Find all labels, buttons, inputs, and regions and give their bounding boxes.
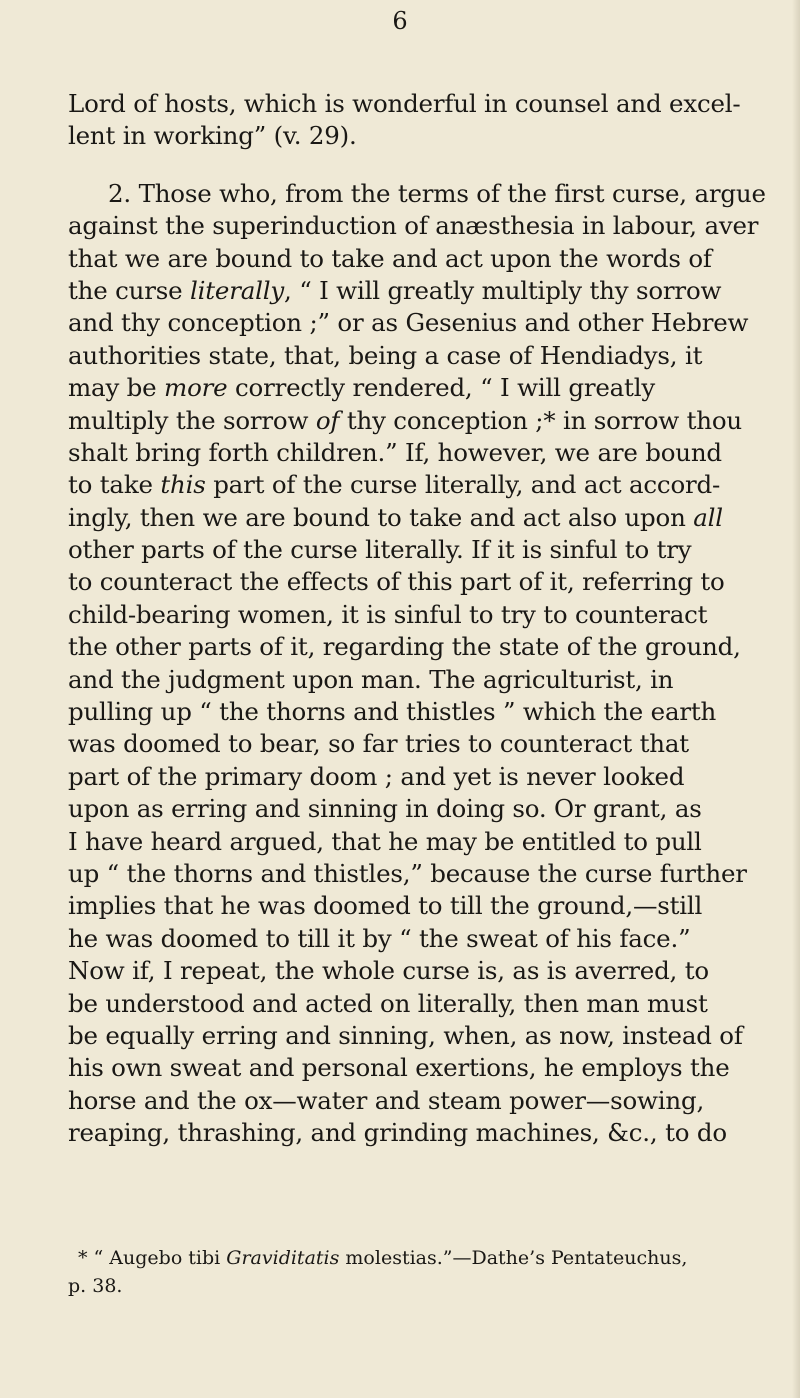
text-segment: be equally erring and sinning, when, as now, instead of (68, 1020, 743, 1050)
paragraph-gap (68, 153, 796, 178)
text-line (68, 1117, 796, 1149)
text-line (68, 534, 796, 566)
text-line (68, 437, 796, 469)
text-segment: pulling up “ the thorns and thistles ” which the earth (68, 697, 717, 727)
text-segment: , “ I will greatly multiply thy sorrow (284, 275, 722, 305)
text-segment: to take (68, 470, 161, 500)
italic-word: this (160, 470, 206, 500)
text-line (68, 988, 796, 1020)
text-segment: child-bearing women, it is sinful to try to counteract (68, 599, 708, 629)
text-line (68, 696, 796, 728)
footnote-continuation: p. 38. (68, 1275, 123, 1297)
text-segment: reaping, thrashing, and grinding machines, &c., to do (68, 1118, 727, 1148)
italic-word: more (164, 373, 228, 403)
text-line (68, 1020, 796, 1052)
text-segment: the curse (68, 275, 190, 305)
text-line (68, 631, 796, 663)
text-segment: to counteract the effects of this part of it, referring to (68, 567, 725, 597)
text-line (68, 178, 796, 210)
text-segment: authorities state, that, being a case of Hendiadys, it (68, 340, 703, 370)
text-segment: he was doomed to till it by “ the sweat of his face.” (68, 923, 691, 953)
text-segment: the other parts of it, regarding the state of the ground, (68, 632, 741, 662)
text-line (68, 275, 796, 307)
text-segment: his own sweat and personal exertions, he employs the (68, 1053, 730, 1083)
text-segment: upon as erring and sinning in doing so. Or grant, as (68, 794, 702, 824)
text-segment: was doomed to bear, so far tries to counteract that (68, 729, 689, 759)
text-segment: other parts of the curse literally. If it is sinful to try (68, 535, 692, 565)
text-segment: correctly rendered, “ I will greatly (227, 373, 655, 403)
text-segment: 2. Those who, from the terms of the first curse, argue (108, 178, 766, 208)
italic-word: all (693, 502, 723, 532)
text-segment: Lord of hosts, which is wonderful in counsel and excel- (68, 89, 741, 118)
text-line (68, 120, 796, 152)
text-segment: that we are bound to take and act upon the words of (68, 243, 712, 273)
text-segment: thy conception ;* in sorrow thou (339, 405, 742, 435)
text-segment: shalt bring forth children.” If, however, we are bound (68, 437, 722, 467)
body-text (68, 88, 796, 1150)
text-line (68, 1085, 796, 1117)
text-segment: Now if, I repeat, the whole curse is, as is averred, to (68, 956, 709, 986)
text-line (68, 405, 796, 437)
text-line (68, 955, 796, 987)
text-segment: lent in working” (v. 29). (68, 121, 357, 151)
text-line (68, 923, 796, 955)
text-line (68, 243, 796, 275)
text-segment: implies that he was doomed to till the ground,—still (68, 891, 703, 921)
footnote-rest: molestias.”—Dathe’s Pentateuchus, (339, 1247, 688, 1269)
text-line (68, 340, 796, 372)
text-segment: part of the primary doom ; and yet is never looked (68, 761, 685, 791)
text-line (68, 793, 796, 825)
text-line (68, 469, 796, 501)
text-segment: and the judgment upon man. The agriculturist, in (68, 664, 674, 694)
footnote-marker: * (78, 1247, 88, 1269)
text-line (68, 728, 796, 760)
text-line (68, 88, 796, 120)
footnote-line (68, 1244, 796, 1272)
text-segment: be understood and acted on literally, then man must (68, 988, 708, 1018)
text-line (68, 858, 796, 890)
text-line (68, 1052, 796, 1084)
footnote-italic-phrase: Graviditatis (226, 1247, 340, 1269)
text-segment: ingly, then we are bound to take and act also upon (68, 502, 694, 532)
text-segment: up “ the thorns and thistles,” because the curse further (68, 858, 747, 888)
text-segment: multiply the sorrow (68, 405, 316, 435)
text-segment: against the superinduction of anæsthesia in labour, aver (68, 211, 759, 241)
italic-word: literally (189, 275, 285, 305)
text-line (68, 502, 796, 534)
page-number: 6 (392, 7, 408, 35)
text-segment: part of the curse literally, and act accord- (205, 470, 721, 500)
italic-word: of (315, 405, 340, 435)
text-line (68, 307, 796, 339)
text-line (68, 664, 796, 696)
footnote-quote-open: “ Augebo tibi (87, 1247, 227, 1269)
scan-edge-shadow (792, 0, 800, 1398)
text-segment: and thy conception ;” or as Gesenius and other Hebrew (68, 308, 749, 338)
text-line (68, 826, 796, 858)
text-line (68, 890, 796, 922)
text-line (68, 566, 796, 598)
text-line (68, 210, 796, 242)
text-line (68, 761, 796, 793)
text-segment: horse and the ox—water and steam power—sowing, (68, 1085, 705, 1115)
footnote (68, 1244, 796, 1300)
text-line (68, 599, 796, 631)
text-segment: may be (68, 373, 165, 403)
text-line (68, 372, 796, 404)
text-segment: I have heard argued, that he may be entitled to pull (68, 826, 702, 856)
